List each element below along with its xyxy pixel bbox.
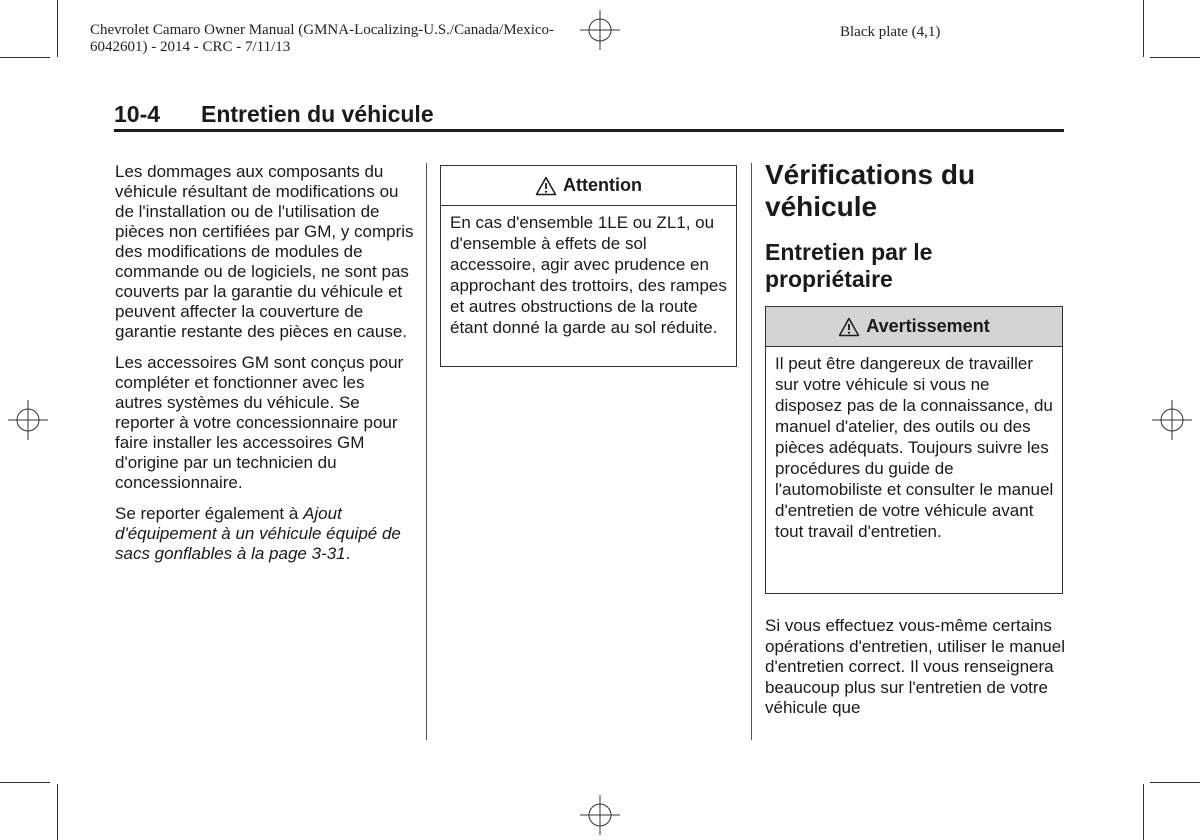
page-header (114, 101, 1064, 129)
attention-box-header (441, 166, 736, 206)
column-divider-2 (751, 163, 752, 740)
warning-triangle-icon (838, 317, 860, 337)
reference-suffix: . (345, 544, 351, 563)
cross-reference-link[interactable]: Ajout d'équipement à un véhicule équipé de sacs gonflables à la page 3-31 (115, 504, 401, 563)
warning-heading: Avertissement (866, 316, 990, 336)
crop-mark-bottom-left-h (0, 782, 50, 783)
crop-mark-top-left-h (0, 57, 50, 58)
paragraph-modifications: Les dommages aux composants du véhicule résultant de modifications ou de l'installation ou de l'utilisation de pièces non certifiées par GM, y compris des modifications de modules de commande ou de logiciels, ne sont pas couverts par la garantie du véhicule et peuvent affecter la couverture de garantie restante des pièces en cause. (115, 162, 414, 341)
registration-mark-top-icon (580, 10, 620, 50)
section-title: Vérifications du véhicule (765, 159, 976, 222)
registration-mark-right-icon (1152, 400, 1192, 440)
print-header-line-1: Chevrolet Camaro Owner Manual (GMNA-Localizing-U.S./Canada/Mexico- (90, 22, 555, 38)
page-number: 10-4 (114, 101, 161, 127)
crop-mark-bottom-left-v (57, 784, 58, 840)
warning-box-header (766, 307, 1062, 347)
chapter-title: Entretien du véhicule (201, 101, 434, 127)
registration-mark-bottom-icon (580, 795, 620, 835)
paragraph-owner-maintenance: Si vous effectuez vous-même certains opérations d'entretien, utiliser le manuel d'entretien correct. Il vous renseignera beaucoup plus sur l'entretien de votre véhicule que (765, 616, 1065, 717)
reference-prefix: Se reporter également à (115, 504, 304, 523)
crop-mark-top-right-v (1143, 0, 1144, 57)
subsection-title: Entretien par le propriétaire (765, 239, 933, 292)
registration-mark-left-icon (8, 400, 48, 440)
right-column-text (765, 616, 1065, 730)
warning-body: Il peut être dangereux de travailler sur votre véhicule si vous ne disposez pas de la connaissance, du manuel d'atelier, des outils ou des pièces adéquats. Toujours suivre les procédures du guide de l'automobiliste et consulter le manuel d'entretien de votre véhicule avant tout travail d'entretien. (775, 354, 1054, 541)
header-rule (114, 129, 1064, 132)
attention-body: En cas d'ensemble 1LE ou ZL1, ou d'ensemble à effets de sol accessoire, agir avec prudence en approchant des trottoirs, des rampes et autres obstructions de la route étant donné la garde au sol réduite. (450, 213, 727, 337)
crop-mark-bottom-right-h (1150, 782, 1200, 783)
attention-box (440, 165, 737, 367)
warning-box (765, 306, 1063, 594)
paragraph-reference (115, 504, 415, 564)
print-header-line-2: 6042601) - 2014 - CRC - 7/11/13 (90, 39, 291, 55)
crop-mark-top-left-v (57, 0, 58, 57)
warning-triangle-icon (535, 176, 557, 196)
plate-label: Black plate (4,1) (840, 24, 941, 40)
column-divider-1 (426, 163, 427, 740)
left-column (115, 162, 415, 575)
attention-heading: Attention (563, 175, 642, 195)
paragraph-accessories: Les accessoires GM sont conçus pour compléter et fonctionner avec les autres systèmes du véhicule. Se reporter à votre concessionnaire pour faire installer les accessoires GM d'origine par un technicien du concessionnaire. (115, 353, 404, 492)
crop-mark-bottom-right-v (1143, 784, 1144, 840)
crop-mark-top-right-h (1150, 57, 1200, 58)
